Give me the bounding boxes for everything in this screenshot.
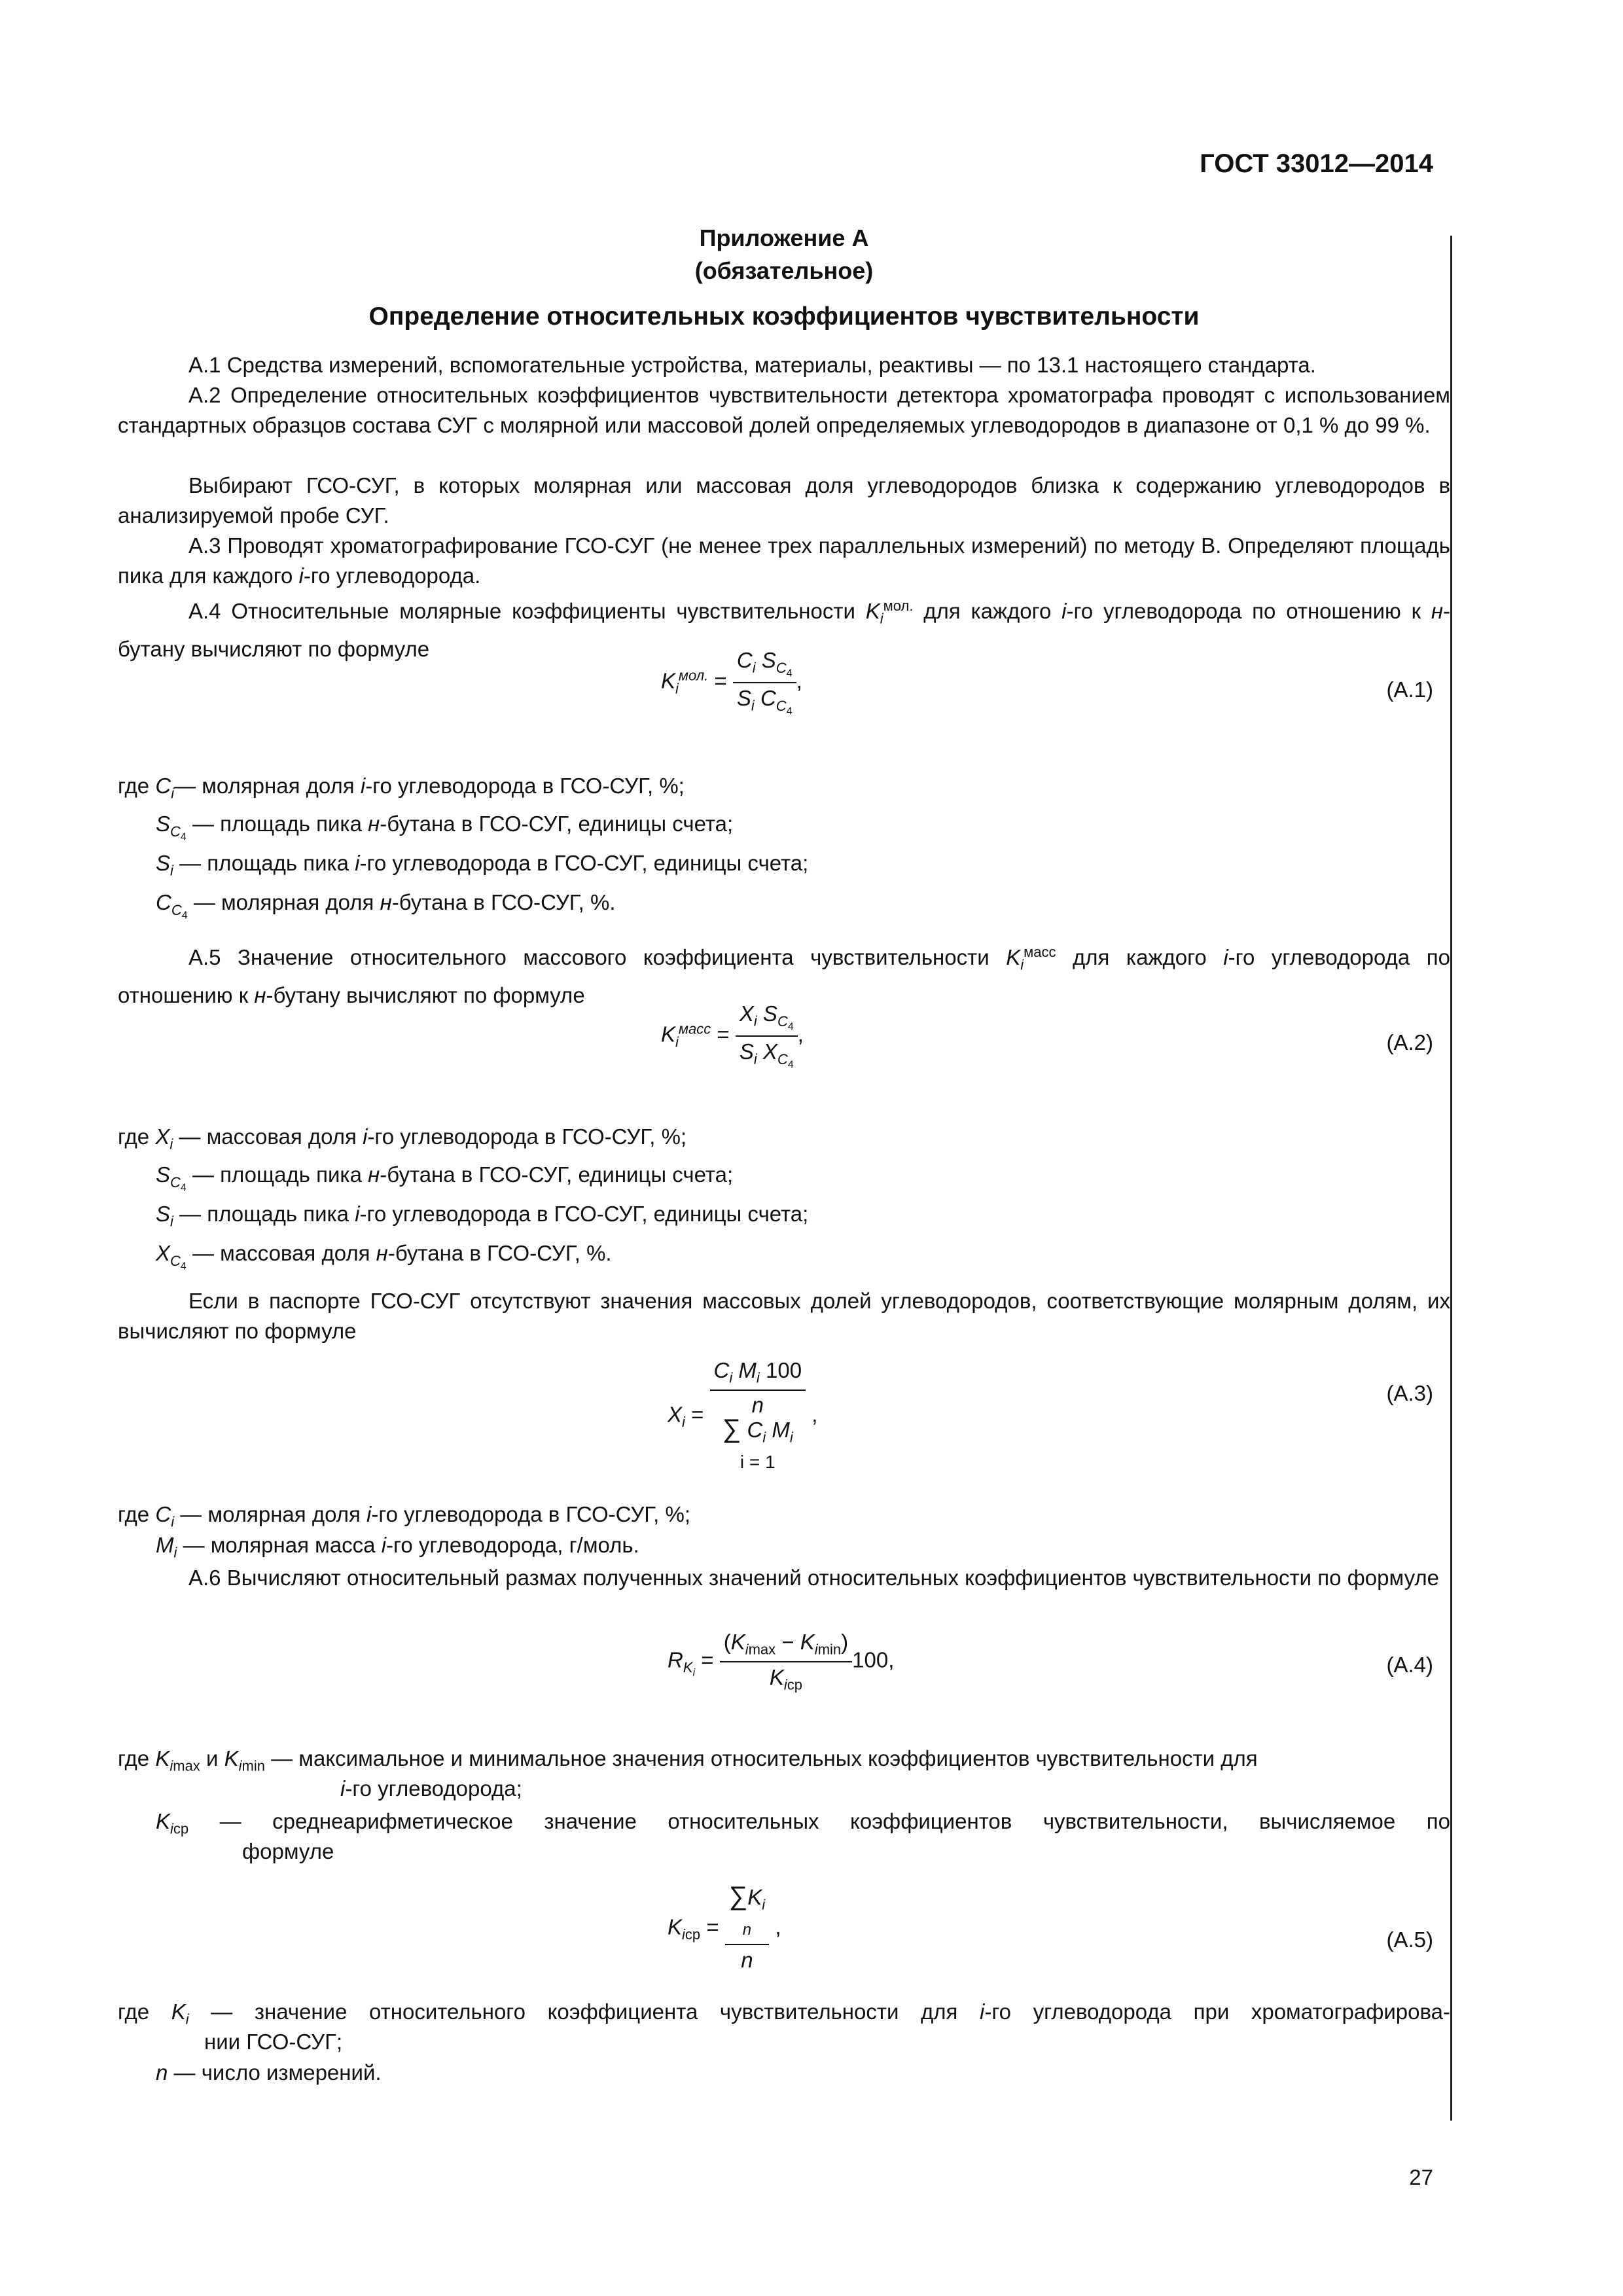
appendix-status: (обязательное) [694, 257, 874, 284]
formula-a4-number: (А.4) [1386, 1653, 1433, 1677]
document-id: ГОСТ 33012—2014 [1200, 149, 1433, 178]
margin-rule [1450, 236, 1452, 2121]
where-a2-s: $S_{C_4}$ — площадь пика н-бутана в ГСО-СУГ, единицы счета; [156, 1162, 734, 1193]
where-a4-kcp-cont: формуле [242, 1839, 334, 1863]
formula-a2-number: (А.2) [1386, 1030, 1433, 1054]
page-number: 27 [1409, 2165, 1433, 2189]
where-a3-c: где $C_i$ — молярная доля i-го углеводорода в ГСО-СУГ, %; [118, 1502, 690, 1530]
paragraph-a1: А.1 Средства измерений, вспомогательные устройства, материалы, реактивы — по 13.1 настоящего стандарта. [188, 353, 1316, 377]
where-a2-si: $S_i$ — площадь пика i-го углеводорода в ГСО-СУГ, единицы счета; [156, 1202, 809, 1230]
paragraph-a2b: Выбирают ГСО-СУГ, в которых молярная или массовая доля углеводородов близка к содержанию углеводородов в анализируемой пробе СУГ. [118, 473, 1450, 528]
where-a2-xc: $X_{C_4}$ — массовая доля н-бутана в ГСО-СУГ, %. [156, 1241, 612, 1272]
section-heading: Определение относительных коэффициентов чувствительности [368, 302, 1200, 331]
where-a1-c: где $C_i—$ молярная доля i-го углеводорода в ГСО-СУГ, %; [118, 774, 685, 802]
paragraph-a5: А.5 Значение относительного массового коэффициента чувствительности $K_i^{масс}$ для каждого i-го углеводорода по отношению к н-бутану вычисляют по формуле [118, 944, 1450, 1007]
paragraph-a4: А.4 Относительные молярные коэффициенты чувствительности $K_i^{мол.}$ для каждого i-го углеводорода по отношению к н-бутану вычисляют по формуле [118, 598, 1450, 661]
where-a3-m: $M_i$ — молярная масса i-го углеводорода, г/моль. [156, 1533, 639, 1561]
formula-a1: $K_i^{мол.}$ = $\frac{C_i S_{C_4}}{S_i C_{C_4}}$ , [661, 648, 802, 717]
paragraph-a6: А.6 Вычисляют относительный размах полученных значений относительных коэффициентов чувствительности по формуле [188, 1566, 1439, 1590]
where-a5-k: где $K_i$ — значение относительного коэффициента чувствительности для i-го углеводорода при хроматографирова- [118, 2000, 1451, 2028]
where-a1-s: $S_{C_4}$ — площадь пика н-бутана в ГСО-СУГ, единицы счета; [156, 812, 734, 842]
paragraph-a3: А.3 Проводят хроматографирование ГСО-СУГ (не менее трех параллельных измерений) по методу В. Определяют площадь пика для каждого i-го углеводорода. [118, 533, 1450, 588]
formula-a4: $R_{K_i}$ = $\frac{(K_{imax} - K_{imin})}{K_{iср}}$ 100, [668, 1630, 895, 1693]
formula-a3: $X_i$ = $C_i$ $M_i$ 100 n ∑ $C_i$ $M_i$ i = 1 , [668, 1358, 817, 1474]
formula-a1-number: (А.1) [1386, 677, 1433, 702]
formula-a3-number: (А.3) [1386, 1381, 1433, 1405]
where-a5-n: n — число измерений. [156, 2060, 382, 2085]
where-a4-cont: i-го углеводорода; [340, 1776, 522, 1801]
formula-a5: $K_{iср}$ = $\sum K_i$ n n , [668, 1882, 781, 1972]
where-a5-k-cont: нии ГСО-СУГ; [204, 2030, 343, 2054]
paragraph-a2: А.2 Определение относительных коэффициентов чувствительности детектора хроматографа проводят с использованием стандартных образцов состава СУГ с молярной или массовой долей определяемых углеводородов в диапазоне от 0,1 % до 99 %. [118, 383, 1450, 437]
where-a1-si: $S_i$ — площадь пика i-го углеводорода в ГСО-СУГ, единицы счета; [156, 851, 809, 879]
appendix-title: Приложение А [699, 224, 869, 251]
formula-a2: $K_i^{масс}$ = $\frac{X_i S_{C_4}}{S_i X_{C_4}}$ , [661, 1001, 804, 1070]
where-a4-kmax: где $K_{imax}$ и $K_{imin}$ — максимальное и минимальное значения относительных коэффициентов чувствительности для [118, 1746, 1258, 1774]
where-a4-kcp: $K_{iср}$ — среднеарифметическое значение относительных коэффициентов чувствительности, вычисляемое по [156, 1809, 1450, 1837]
where-a1-cc: $C_{C_4}$ — молярная доля н-бутана в ГСО-СУГ, %. [156, 890, 616, 921]
paragraph-a5b: Если в паспорте ГСО-СУГ отсутствуют значения массовых долей углеводородов, соответствующие молярным долям, их вычисляют по формуле [118, 1289, 1450, 1343]
where-a2-x: где $X_i$ — массовая доля i-го углеводорода в ГСО-СУГ, %; [118, 1124, 687, 1153]
formula-a5-number: (А.5) [1386, 1928, 1433, 1952]
